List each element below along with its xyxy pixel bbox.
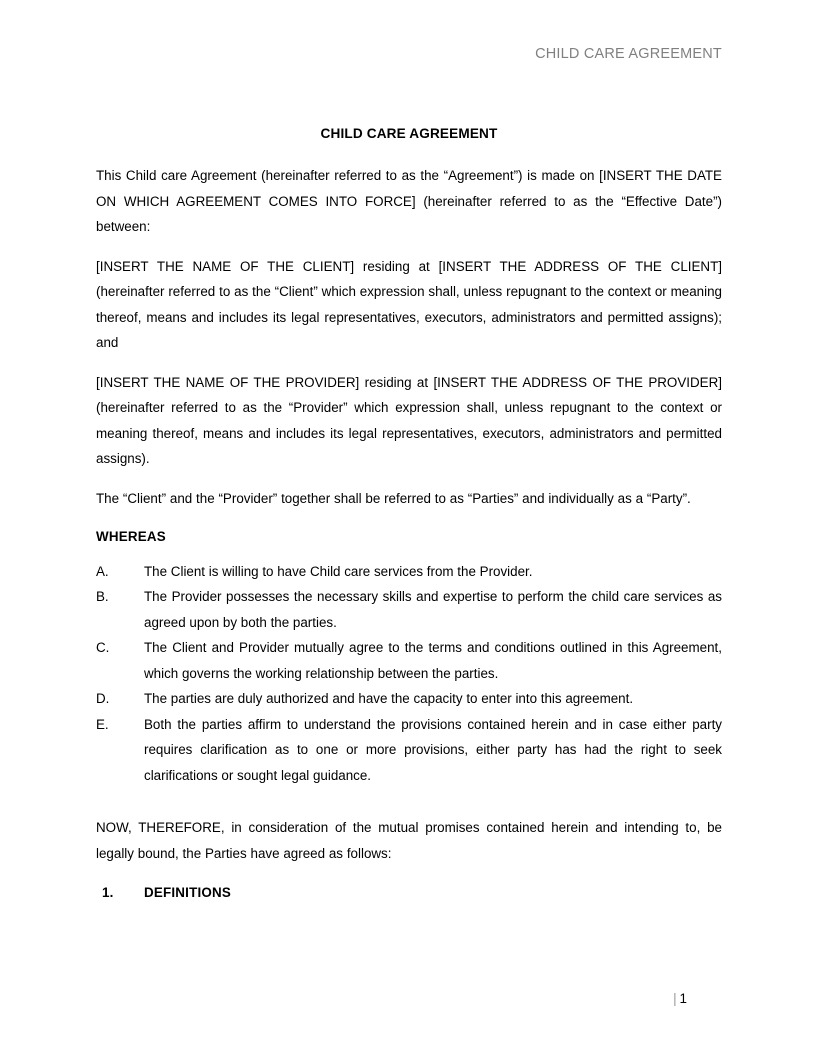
whereas-heading: WHEREAS [96,529,166,544]
page-number: 1 [679,991,687,1006]
footer-separator-icon: | [673,991,677,1006]
page-title: CHILD CARE AGREEMENT [320,126,498,141]
paragraph-provider: [INSERT THE NAME OF THE PROVIDER] residing at [INSERT THE ADDRESS OF THE PROVIDER] (hereinafter referred to as the “Provider” which expression shall, unless repugnant to the context or meaning thereof, means and includes its legal representatives, executors, administrators and permitted assigns). [96,374,722,466]
list-item [96,584,722,635]
list-item-marker: B. [96,589,109,604]
paragraph-parties: The “Client” and the “Provider” together shall be referred to as “Parties” and individually as a “Party”. [96,490,691,506]
recitals-list [96,559,722,789]
document-body [96,126,722,906]
paragraph-intro: This Child care Agreement (hereinafter referred to as the “Agreement”) is made on [INSERT THE DATE ON WHICH AGREEMENT COMES INTO FORCE] (hereinafter referred to as the “Effective Date”) between: [96,168,722,234]
section-number: 1. [102,885,114,900]
list-item-marker: E. [96,716,109,732]
list-item-text: The Client is willing to have Child care services from the Provider. [144,563,533,579]
list-item [96,686,722,712]
list-item-text: Both the parties affirm to understand the provisions contained herein and in case either party requires clarification as to one or more provisions, either party has had the right to seek clarifications or sought legal guidance. [144,716,722,783]
list-item-marker: A. [96,563,109,579]
list-item [96,635,722,686]
section-heading-definitions [96,880,722,906]
page-footer [96,989,722,1009]
paragraph-client: [INSERT THE NAME OF THE CLIENT] residing at [INSERT THE ADDRESS OF THE CLIENT] (hereinafter referred to as the “Client” which expression shall, unless repugnant to the context or meaning thereof, means and includes its legal representatives, executors, administrators and permitted assigns); and [96,258,722,350]
list-item [96,559,722,585]
list-item [96,712,722,789]
running-header: CHILD CARE AGREEMENT [535,46,722,62]
list-item-marker: C. [96,640,110,655]
list-item-text: The Provider possesses the necessary skills and expertise to perform the child care services as agreed upon by both the parties. [144,589,722,630]
list-item-text: The parties are duly authorized and have the capacity to enter into this agreement. [144,691,634,706]
list-item-marker: D. [96,691,110,706]
paragraph-now-therefore: NOW, THEREFORE, in consideration of the mutual promises contained herein and intending to, be legally bound, the Parties have agreed as follows: [96,820,722,861]
section-title: DEFINITIONS [144,885,232,900]
spacer [96,788,722,815]
list-item-text: The Client and Provider mutually agree to the terms and conditions outlined in this Agreement, which governs the working relationship between the parties. [144,640,722,681]
